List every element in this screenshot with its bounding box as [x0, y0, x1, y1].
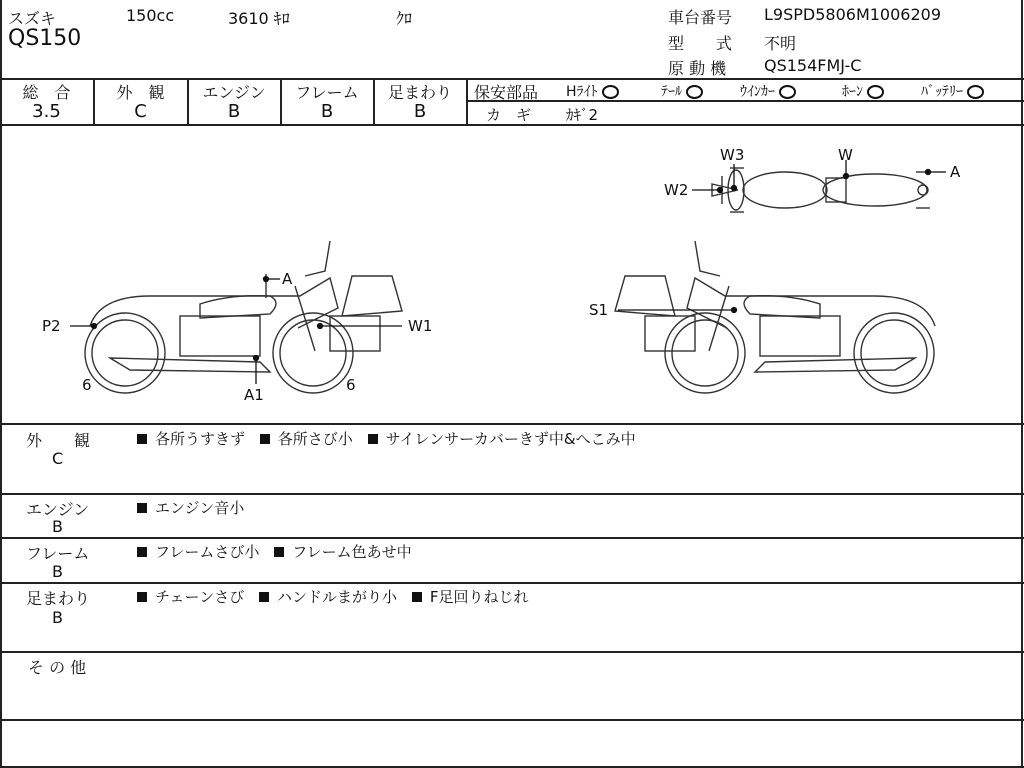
remarks-divider — [0, 651, 1024, 653]
defect-item: ハンドルまがり小 — [277, 588, 398, 606]
maker-name: スズキ — [8, 9, 57, 28]
motorcycle-damage-diagram — [0, 126, 1024, 423]
grid-divider — [466, 78, 468, 126]
bullet-square-icon — [412, 592, 422, 602]
bullet-square-icon — [137, 434, 147, 444]
remark-suspension-list — [137, 586, 538, 607]
safety-item-label: Hﾗｲﾄ — [566, 84, 598, 100]
defect-item: 各所うすきず — [155, 430, 246, 448]
label-left-p2: P2 — [42, 317, 61, 335]
label-left-a1: A1 — [244, 386, 264, 404]
defect-item: F足回りねじれ — [429, 588, 529, 606]
remark-exterior-label: 外 観 — [26, 431, 91, 450]
engine-model-value: QS154FMJ-C — [764, 56, 862, 75]
safety-item-taillight — [661, 81, 703, 101]
type-label: 型 式 — [668, 34, 733, 53]
label-top-a: A — [950, 163, 961, 181]
safety-item-label: ﾃｰﾙ — [661, 84, 682, 100]
rating-suspension-value: B — [413, 101, 427, 122]
key-value: ｶｷﾞ2 — [566, 106, 599, 124]
remark-suspension-grade: B — [52, 608, 63, 627]
defect-item: フレーム色あせ中 — [292, 543, 412, 561]
diagram-bottom-line — [0, 423, 1024, 425]
rating-suspension-label: 足まわり — [387, 83, 452, 102]
rating-frame-value: B — [320, 101, 334, 122]
defect-item: エンジン音小 — [155, 499, 245, 517]
label-left-a: A — [282, 270, 293, 288]
remark-engine-list — [137, 497, 254, 518]
remark-suspension-label: 足まわり — [26, 589, 91, 608]
model-name: QS150 — [8, 26, 82, 51]
rating-total-value: 3.5 — [32, 101, 61, 122]
safety-parts-label: 保安部品 — [474, 83, 539, 102]
ok-circle-icon — [686, 85, 703, 99]
key-label: カ ギ — [486, 106, 532, 124]
rating-total-label: 総 合 — [22, 83, 71, 102]
rating-exterior-label: 外 観 — [116, 83, 165, 102]
safety-item-label: ｳｲﾝｶｰ — [740, 84, 775, 100]
remark-frame-grade: B — [52, 562, 63, 581]
bullet-square-icon — [368, 434, 378, 444]
rating-engine-label: エンジン — [202, 83, 266, 102]
defect-item: フレームさび小 — [155, 543, 260, 561]
defect-item: チェーンさび — [155, 588, 245, 606]
ok-circle-icon — [779, 85, 796, 99]
mileage: 3610 ｷﾛ — [228, 9, 290, 28]
frame-number-label: 車台番号 — [668, 8, 733, 27]
defect-item: サイレンサーカバーきず中&へこみ中 — [385, 430, 636, 448]
frame-number: L9SPD5806M1006209 — [764, 5, 941, 24]
label-right-s1: S1 — [589, 301, 609, 319]
safety-item-horn — [842, 81, 884, 101]
type-value: 不明 — [764, 34, 797, 53]
label-top-w3: W3 — [720, 146, 745, 164]
remarks-divider — [0, 719, 1024, 721]
body-color: ｸﾛ — [396, 9, 413, 28]
remarks-divider — [0, 537, 1024, 539]
ok-circle-icon — [967, 85, 984, 99]
remark-engine-label: エンジン — [26, 500, 90, 519]
label-top-w2: W2 — [664, 181, 689, 199]
rating-exterior-value: C — [134, 101, 147, 122]
label-top-w: W — [838, 146, 853, 164]
bullet-square-icon — [274, 547, 284, 557]
remark-engine-grade: B — [52, 517, 63, 536]
remark-frame-label: フレーム — [26, 544, 90, 563]
rating-frame-label: フレーム — [295, 83, 359, 102]
bullet-square-icon — [260, 434, 270, 444]
safety-item-label: ﾎｰﾝ — [842, 84, 863, 100]
safety-item-winker — [740, 81, 796, 101]
label-left-w1: W1 — [408, 317, 433, 335]
safety-item-battery — [921, 81, 984, 101]
ok-circle-icon — [602, 85, 619, 99]
engine-model-label: 原 動 機 — [668, 59, 727, 78]
rating-engine-value: B — [227, 101, 241, 122]
top-view-bike-icon — [712, 168, 930, 212]
label-left-6-rear: 6 — [82, 376, 92, 394]
left-side-bike-icon — [85, 241, 402, 393]
remark-other-label: そ の 他 — [28, 658, 87, 677]
bullet-square-icon — [259, 592, 269, 602]
bullet-square-icon — [137, 547, 147, 557]
displacement: 150cc — [126, 6, 175, 25]
remark-exterior-grade: C — [52, 449, 64, 468]
bullet-square-icon — [137, 592, 147, 602]
remark-frame-list — [137, 541, 422, 562]
ok-circle-icon — [867, 85, 884, 99]
safety-item-headlight — [566, 81, 619, 101]
bullet-square-icon — [137, 503, 147, 513]
label-left-6-front: 6 — [346, 376, 356, 394]
remark-exterior-list — [137, 428, 646, 449]
defect-item: 各所さび小 — [277, 430, 353, 448]
remarks-divider — [0, 493, 1024, 495]
right-side-bike-icon — [615, 241, 935, 393]
safety-item-label: ﾊﾞｯﾃﾘｰ — [921, 84, 963, 100]
remarks-divider — [0, 582, 1024, 584]
